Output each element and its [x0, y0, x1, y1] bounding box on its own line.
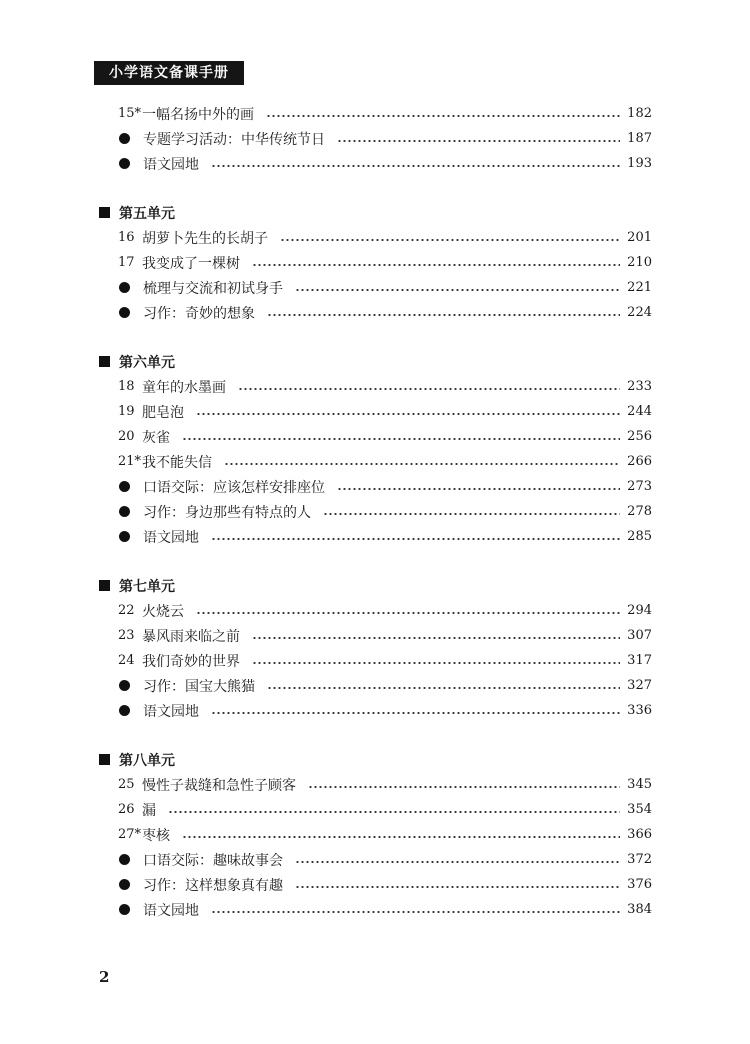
lesson-number: 19	[118, 404, 135, 419]
toc-entry[interactable]	[96, 474, 652, 499]
round-bullet-icon	[119, 879, 130, 890]
entry-page-number: 366	[627, 827, 652, 842]
entry-page-number: 266	[627, 454, 652, 469]
section-heading	[96, 573, 652, 598]
toc-entry[interactable]	[96, 648, 652, 673]
entry-page-number: 182	[627, 106, 652, 121]
entry-page-number: 278	[627, 504, 652, 519]
toc-entry[interactable]	[96, 872, 652, 897]
section-heading	[96, 747, 652, 772]
entry-title: 枣核	[142, 827, 170, 844]
dot-leader	[211, 712, 620, 714]
toc-entry[interactable]	[96, 449, 652, 474]
dot-leader	[267, 314, 620, 316]
toc-entry[interactable]	[96, 126, 652, 151]
dot-leader	[337, 140, 620, 142]
entry-page-number: 221	[627, 280, 652, 295]
round-bullet-icon	[119, 680, 130, 691]
toc-entry[interactable]	[96, 524, 652, 549]
entry-page-number: 354	[627, 802, 652, 817]
entry-page-number: 372	[627, 852, 652, 867]
entry-title: 火烧云	[142, 603, 184, 620]
toc-entry[interactable]	[96, 225, 652, 250]
toc-entry[interactable]	[96, 250, 652, 275]
entry-title: 慢性子裁缝和急性子顾客	[142, 777, 296, 794]
dot-leader	[238, 388, 620, 390]
dot-leader	[196, 612, 620, 614]
dot-leader	[252, 662, 620, 664]
entry-title: 习作：奇妙的想象	[143, 305, 255, 322]
toc-entry[interactable]	[96, 797, 652, 822]
dot-leader	[182, 438, 620, 440]
round-bullet-icon	[119, 904, 130, 915]
entry-page-number: 233	[627, 379, 652, 394]
entry-title: 我变成了一棵树	[142, 255, 240, 272]
toc-section	[96, 349, 652, 549]
table-of-contents	[96, 101, 652, 946]
dot-leader	[308, 786, 620, 788]
entry-page-number: 336	[627, 703, 652, 718]
entry-title: 我们奇妙的世界	[142, 653, 240, 670]
toc-entry[interactable]	[96, 499, 652, 524]
round-bullet-icon	[119, 158, 130, 169]
section-heading	[96, 349, 652, 374]
section-heading-text: 第六单元	[119, 354, 175, 371]
entry-page-number: 187	[627, 131, 652, 146]
dot-leader	[252, 637, 620, 639]
entry-title: 口语交际：趣味故事会	[143, 852, 283, 869]
section-heading	[96, 200, 652, 225]
section-heading-text: 第五单元	[119, 205, 175, 222]
dot-leader	[295, 886, 620, 888]
toc-section	[96, 573, 652, 723]
dot-leader	[266, 115, 620, 117]
dot-leader	[211, 165, 620, 167]
entry-title: 习作：身边那些有特点的人	[143, 504, 311, 521]
toc-section	[96, 101, 652, 176]
lesson-number: 22	[118, 603, 135, 618]
round-bullet-icon	[119, 282, 130, 293]
dot-leader	[211, 911, 620, 913]
dot-leader	[280, 239, 620, 241]
dot-leader	[182, 836, 620, 838]
round-bullet-icon	[119, 705, 130, 716]
entry-title: 语文园地	[143, 902, 199, 919]
section-heading-text: 第七单元	[119, 578, 175, 595]
toc-entry[interactable]	[96, 275, 652, 300]
toc-entry[interactable]	[96, 374, 652, 399]
square-bullet-icon	[99, 356, 110, 367]
entry-title: 胡萝卜先生的长胡子	[142, 230, 268, 247]
dot-leader	[337, 488, 620, 490]
toc-entry[interactable]	[96, 101, 652, 126]
toc-entry[interactable]	[96, 300, 652, 325]
round-bullet-icon	[119, 133, 130, 144]
lesson-number: 26	[118, 802, 135, 817]
lesson-number: 27*	[118, 827, 142, 842]
entry-page-number: 285	[627, 529, 652, 544]
toc-entry[interactable]	[96, 822, 652, 847]
toc-entry[interactable]	[96, 623, 652, 648]
dot-leader	[224, 463, 620, 465]
toc-section	[96, 747, 652, 922]
dot-leader	[196, 413, 620, 415]
entry-title: 口语交际：应该怎样安排座位	[143, 479, 325, 496]
square-bullet-icon	[99, 207, 110, 218]
entry-page-number: 201	[627, 230, 652, 245]
entry-title: 暴风雨来临之前	[142, 628, 240, 645]
entry-page-number: 307	[627, 628, 652, 643]
square-bullet-icon	[99, 580, 110, 591]
round-bullet-icon	[119, 854, 130, 865]
lesson-number: 16	[118, 230, 135, 245]
entry-page-number: 345	[627, 777, 652, 792]
toc-entry[interactable]	[96, 424, 652, 449]
toc-entry[interactable]	[96, 151, 652, 176]
entry-page-number: 384	[627, 902, 652, 917]
entry-title: 梳理与交流和初试身手	[143, 280, 283, 297]
lesson-number: 21*	[118, 454, 142, 469]
entry-title: 一幅名扬中外的画	[142, 106, 254, 123]
entry-page-number: 210	[627, 255, 652, 270]
lesson-number: 25	[118, 777, 135, 792]
entry-title: 灰雀	[142, 429, 170, 446]
entry-page-number: 376	[627, 877, 652, 892]
round-bullet-icon	[119, 506, 130, 517]
section-heading-text: 第八单元	[119, 752, 175, 769]
lesson-number: 17	[118, 255, 135, 270]
entry-title: 语文园地	[143, 156, 199, 173]
lesson-number: 20	[118, 429, 135, 444]
entry-page-number: 317	[627, 653, 652, 668]
toc-entry[interactable]	[96, 847, 652, 872]
dot-leader	[211, 538, 620, 540]
entry-title: 习作：国宝大熊猫	[143, 678, 255, 695]
toc-entry[interactable]	[96, 673, 652, 698]
entry-page-number: 327	[627, 678, 652, 693]
dot-leader	[295, 861, 620, 863]
round-bullet-icon	[119, 481, 130, 492]
toc-entry[interactable]	[96, 598, 652, 623]
round-bullet-icon	[119, 307, 130, 318]
dot-leader	[323, 513, 620, 515]
entry-page-number: 294	[627, 603, 652, 618]
entry-page-number: 273	[627, 479, 652, 494]
entry-title: 专题学习活动：中华传统节日	[143, 131, 325, 148]
dot-leader	[252, 264, 620, 266]
book-title-banner: 小学语文备课手册	[94, 61, 244, 85]
dot-leader	[295, 289, 620, 291]
toc-section	[96, 200, 652, 325]
toc-entry[interactable]	[96, 897, 652, 922]
entry-title: 肥皂泡	[142, 404, 184, 421]
round-bullet-icon	[119, 531, 130, 542]
dot-leader	[267, 687, 620, 689]
page-number: 2	[99, 968, 110, 986]
entry-title: 习作：这样想象真有趣	[143, 877, 283, 894]
entry-title: 漏	[142, 802, 156, 819]
entry-title: 我不能失信	[142, 454, 212, 471]
lesson-number: 18	[118, 379, 135, 394]
entry-page-number: 224	[627, 305, 652, 320]
lesson-number: 15*	[118, 106, 142, 121]
toc-entry[interactable]	[96, 772, 652, 797]
toc-entry[interactable]	[96, 399, 652, 424]
toc-entry[interactable]	[96, 698, 652, 723]
lesson-number: 24	[118, 653, 135, 668]
dot-leader	[168, 811, 620, 813]
entry-title: 童年的水墨画	[142, 379, 226, 396]
entry-page-number: 244	[627, 404, 652, 419]
entry-title: 语文园地	[143, 703, 199, 720]
lesson-number: 23	[118, 628, 135, 643]
entry-page-number: 193	[627, 156, 652, 171]
entry-title: 语文园地	[143, 529, 199, 546]
square-bullet-icon	[99, 754, 110, 765]
entry-page-number: 256	[627, 429, 652, 444]
